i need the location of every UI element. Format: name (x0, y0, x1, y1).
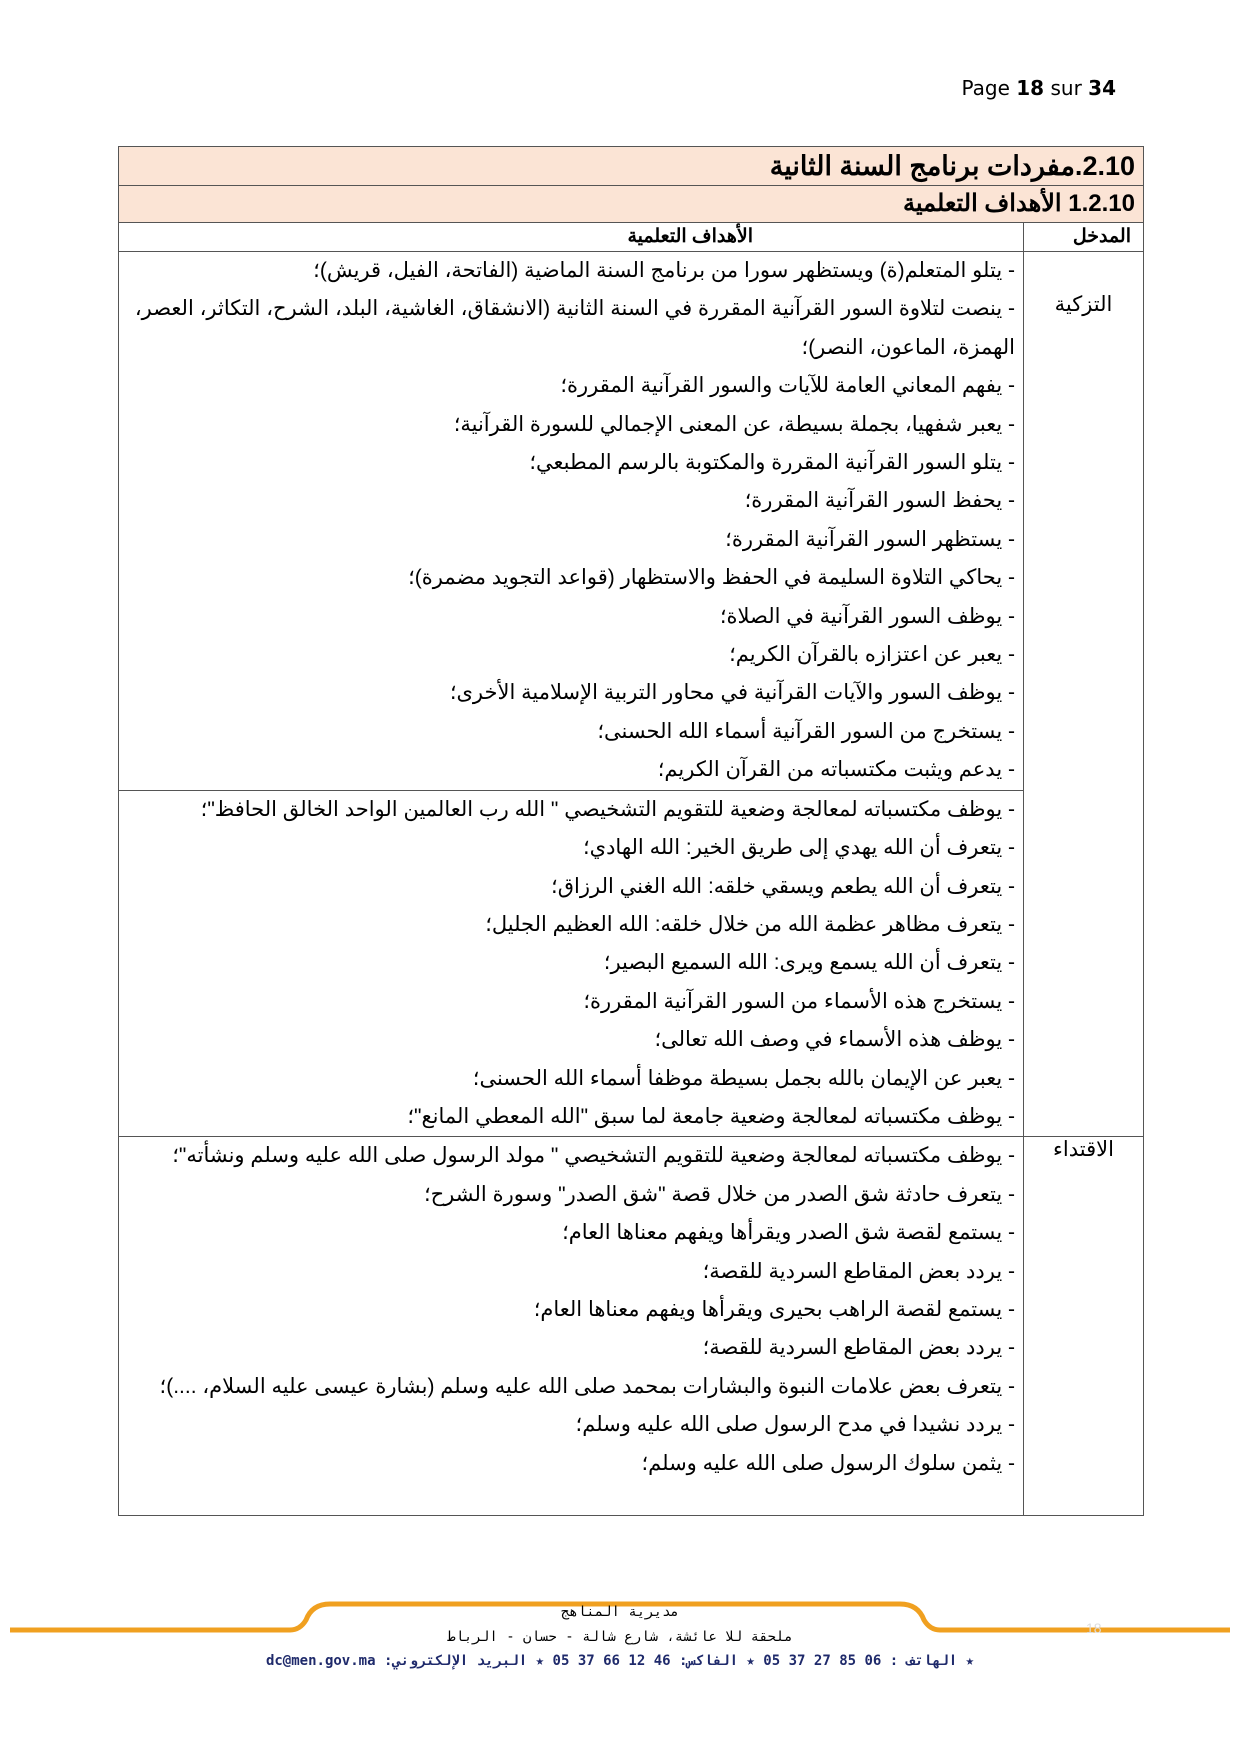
objective-item: - يتلو المتعلم(ة) ويستظهر سورا من برنامج السنة الماضية (الفاتحة، الفيل، قريش)؛ (313, 259, 1015, 282)
objective-item: - يتعرف بعض علامات النبوة والبشارات بمحمد صلى الله عليه وسلم (بشارة عيسى عليه السلام، ....)؛ (159, 1374, 1015, 1398)
objective-item: - يوظف مكتسباته لمعالجة وضعية للتقويم التشخيصي " مولد الرسول صلى الله عليه وسلم ونشأته"؛ (172, 1144, 1015, 1168)
objectives-cell (119, 790, 1024, 1137)
objective-item: - يفهم المعاني العامة للآيات والسور القرآنية المقررة؛ (560, 374, 1015, 398)
objective-item: - يوظف مكتسباته لمعالجة وضعية للتقويم التشخيصي " الله رب العالمين الواحد الخالق الحافظ"؛ (200, 797, 1015, 821)
objective-item: - يوظف هذه الأسماء في وصف الله تعالى؛ (654, 1028, 1015, 1052)
objectives-cell (119, 1137, 1024, 1516)
program-table (118, 146, 1144, 1516)
objective-item: - يردد بعض المقاطع السردية للقصة؛ (702, 1259, 1015, 1283)
objective-item: - يستمع لقصة الراهب بحيرى ويقرأها ويفهم معناها العام؛ (533, 1297, 1015, 1321)
objective-item: - يستظهر السور القرآنية المقررة؛ (725, 527, 1015, 551)
objective-item: - يستخرج من السور القرآنية أسماء الله الحسنى؛ (597, 719, 1015, 743)
footer-faint-number: 18 (1086, 1620, 1102, 1636)
objective-item: - يتعرف أن الله يسمع ويرى: الله السميع البصير؛ (603, 951, 1015, 975)
objective-item: - يتعرف أن الله يطعم ويسقي خلقه: الله الغني الرزاق؛ (551, 874, 1015, 898)
objective-item: - يحفظ السور القرآنية المقررة؛ (744, 489, 1015, 513)
table-row (119, 252, 1144, 791)
objective-item: - يحاكي التلاوة السليمة في الحفظ والاستظهار (قواعد التجويد مضمرة)؛ (408, 566, 1015, 590)
table-row (119, 790, 1144, 1137)
objective-item: - يتعرف أن الله يهدي إلى طريق الخير: الله الهادي؛ (582, 836, 1015, 860)
objective-item: - يتعرف مظاهر عظمة الله من خلال خلقه: الله العظيم الجليل؛ (485, 912, 1015, 936)
objective-item: - يوظف السور القرآنية في الصلاة؛ (719, 604, 1015, 628)
objective-item: - يتلو السور القرآنية المقررة والمكتوبة بالرسم المطبعي؛ (529, 451, 1015, 475)
footer-address: ملحقة للا عائشة، شارع شالة - حسان - الرباط (447, 1629, 793, 1645)
column-header-entry: المدخل (1024, 223, 1144, 252)
page-number: Page 18 sur 34 (961, 76, 1116, 100)
objective-item: - يعبر شفهيا، بجملة بسيطة، عن المعنى الإجمالي للسورة القرآنية؛ (453, 412, 1015, 436)
footer-contact: ★ الهاتف : 06 85 27 37 05 ★ الفاكس: 46 12 66 37 05 ★ البريد الإلكتروني: dc@men.gov.ma (265, 1653, 975, 1669)
objective-item: - يوظف السور والآيات القرآنية في محاور التربية الإسلامية الأخرى؛ (449, 681, 1015, 705)
entry-cell: التزكية (1024, 252, 1144, 1137)
objective-item: - يستمع لقصة شق الصدر ويقرأها ويفهم معناها العام؛ (562, 1221, 1015, 1245)
objective-item: - يوظف مكتسباته لمعالجة وضعية جامعة لما سبق "الله المعطي المانع"؛ (407, 1104, 1015, 1128)
objective-item: - يعبر عن اعتزازه بالقرآن الكريم؛ (729, 643, 1015, 667)
objective-item: - يدعم ويثبت مكتسباته من القرآن الكريم؛ (657, 758, 1015, 782)
section-heading: 2.10.مفردات برنامج السنة الثانية (119, 147, 1144, 186)
entry-cell: الاقتداء (1024, 1137, 1144, 1516)
objective-item: - يستخرج هذه الأسماء من السور القرآنية المقررة؛ (583, 989, 1015, 1013)
objective-item: - ينصت لتلاوة السور القرآنية المقررة في السنة الثانية (الانشقاق، الغاشية، البلد، الشرح، التكاثر، العصر، الهمزة، الماعون، النصر)؛ (134, 297, 1015, 359)
objective-item: - يعبر عن الإيمان بالله بجمل بسيطة موظفا أسماء الله الحسنى؛ (472, 1066, 1015, 1090)
objective-item: - يردد نشيدا في مدح الرسول صلى الله عليه وسلم؛ (575, 1413, 1015, 1437)
column-header-objectives: الأهداف التعلمية (119, 223, 1024, 252)
objectives-cell (119, 252, 1024, 791)
objective-item: - يردد بعض المقاطع السردية للقصة؛ (702, 1336, 1015, 1360)
footer-title: مديرية المناهج (560, 1604, 679, 1620)
objective-item: - يتعرف حادثة شق الصدر من خلال قصة "شق الصدر" وسورة الشرح؛ (423, 1182, 1015, 1206)
objective-item: - يثمن سلوك الرسول صلى الله عليه وسلم؛ (641, 1451, 1015, 1475)
table-row (119, 1137, 1144, 1516)
subsection-heading: 1.2.10 الأهداف التعلمية (119, 186, 1144, 223)
